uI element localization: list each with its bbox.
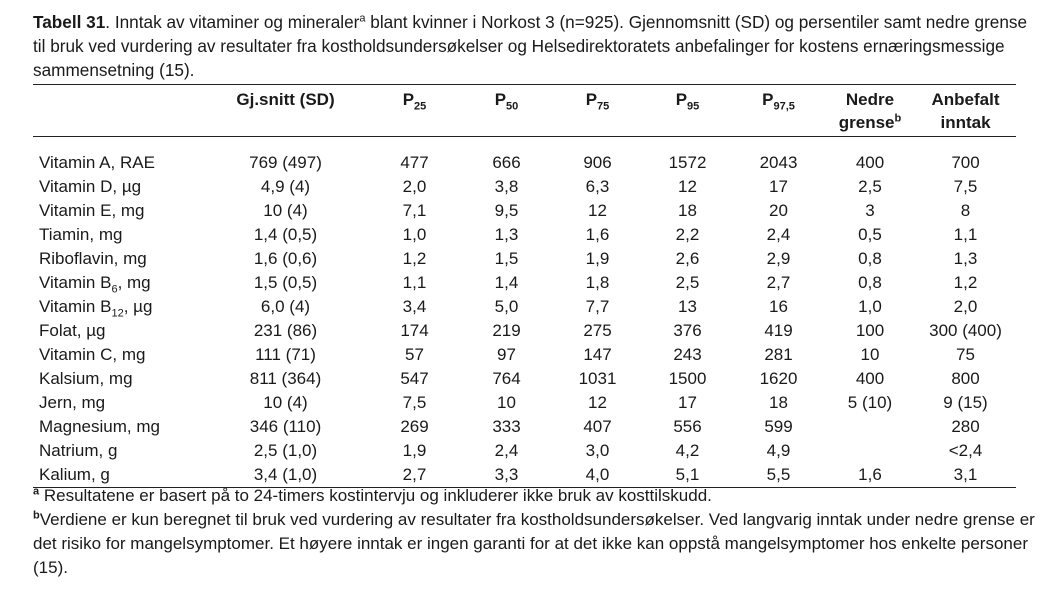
cell-recommended: <2,4 xyxy=(948,441,983,460)
cell-mean-sd: 4,9 (4) xyxy=(260,177,311,196)
table-row xyxy=(33,319,1016,343)
cell-p95: 2,6 xyxy=(675,249,700,268)
cell-p25: 547 xyxy=(400,369,429,388)
cell-p975: 599 xyxy=(764,417,793,436)
table-row xyxy=(33,295,1016,319)
cell-lower-limit: 10 xyxy=(860,345,880,364)
cell-mean-sd: 2,5 (1,0) xyxy=(253,441,318,460)
cell-p975: 20 xyxy=(769,201,788,220)
cell-p975: 16 xyxy=(769,297,788,316)
footnote-a: $^a$ Resultatene er basert på to 24-timers kostintervju og inkluderer ikke bruk av kosttilskudd. xyxy=(33,485,712,505)
cell-p95: 556 xyxy=(673,417,702,436)
table-row xyxy=(33,415,1016,439)
cell-mean-sd: 769 (497) xyxy=(249,153,322,172)
header-row xyxy=(33,85,1016,137)
header-p95: $P_{95}$ xyxy=(675,90,700,113)
table-row xyxy=(33,391,1016,415)
nutrient-name: Kalsium, mg xyxy=(39,369,133,388)
cell-p50: 1,5 xyxy=(494,249,519,268)
cell-p95: 1500 xyxy=(668,369,707,388)
cell-p95: 13 xyxy=(678,297,697,316)
cell-p975: 2,7 xyxy=(766,273,791,292)
nutrient-name: Vitamin A, RAE xyxy=(39,153,155,172)
cell-p75: 407 xyxy=(583,417,612,436)
nutrient-name: Riboflavin, mg xyxy=(39,249,147,268)
header-nutrient xyxy=(33,85,203,137)
nutrient-name: Tiamin, mg xyxy=(39,225,123,244)
cell-lower-limit: 0,8 xyxy=(858,273,882,292)
cell-p75: 7,7 xyxy=(585,297,610,316)
cell-p50: 9,5 xyxy=(494,201,519,220)
cell-p50: 219 xyxy=(492,321,521,340)
cell-p975: 281 xyxy=(764,345,793,364)
caption-text-start: . Inntak av vitaminer og mineraler xyxy=(105,12,360,32)
cell-mean-sd: 1,5 (0,5) xyxy=(253,273,318,292)
cell-p25: 57 xyxy=(405,345,424,364)
cell-p25: 1,1 xyxy=(402,273,427,292)
cell-recommended: 800 xyxy=(951,369,980,388)
cell-p50: 1,3 xyxy=(494,225,519,244)
cell-recommended: 300 (400) xyxy=(929,321,1002,340)
cell-recommended: 1,2 xyxy=(953,273,978,292)
nutrient-name: Natrium, g xyxy=(39,441,118,460)
cell-lower-limit: 400 xyxy=(855,369,885,388)
cell-p25: 1,9 xyxy=(402,441,427,460)
cell-p95: 4,2 xyxy=(675,441,700,460)
cell-p50: 666 xyxy=(492,153,521,172)
cell-lower-limit: 1,0 xyxy=(858,297,882,316)
cell-p75: 147 xyxy=(583,345,612,364)
cell-p50: 3,3 xyxy=(494,465,519,484)
nutrient-name: Vitamin $B_6$, mg xyxy=(39,273,151,296)
nutrient-name: Vitamin E, mg xyxy=(39,201,145,220)
cell-p95: 5,1 xyxy=(675,465,700,484)
nutrient-name: Vitamin $B_{12}$, µg xyxy=(39,297,153,320)
cell-p95: 2,5 xyxy=(675,273,700,292)
cell-p25: 1,2 xyxy=(402,249,427,268)
cell-p975: 17 xyxy=(769,177,788,196)
cell-p95: 1572 xyxy=(668,153,707,172)
table-caption xyxy=(33,10,1033,82)
cell-p50: 5,0 xyxy=(494,297,519,316)
header-p25: $P_{25}$ xyxy=(402,90,427,113)
cell-p25: 269 xyxy=(400,417,429,436)
cell-lower-limit: 400 xyxy=(855,153,885,172)
cell-p75: 906 xyxy=(583,153,612,172)
cell-p975: 1620 xyxy=(759,369,798,388)
footnote-b: $^b$Verdiene er kun beregnet til bruk ved vurdering av resultater fra kostholdsundersøkelser. Ved langvarig inntak under nedre grense er det risiko for mangelsymptomer. Et høyere inntak er ingen garanti for at det ikke kan oppstå mangelsymptomer hos enkelte personer (15). xyxy=(33,509,1035,577)
cell-mean-sd: 811 (364) xyxy=(249,369,322,388)
table-label: Tabell 31 xyxy=(33,12,106,32)
table-row xyxy=(33,271,1016,295)
cell-p25: 2,7 xyxy=(402,465,427,484)
cell-p25: 3,4 xyxy=(402,297,427,316)
cell-p50: 97 xyxy=(497,345,516,364)
header-lower-limit: Nedre grense$^b$ xyxy=(838,90,902,132)
table-body xyxy=(33,137,1016,488)
cell-recommended: 8 xyxy=(960,201,971,220)
cell-mean-sd: 231 (86) xyxy=(253,321,318,340)
cell-p25: 7,5 xyxy=(402,393,427,412)
cell-recommended: 9 (15) xyxy=(943,393,988,412)
cell-p95: 12 xyxy=(678,177,697,196)
cell-lower-limit: 0,5 xyxy=(858,225,882,244)
cell-p75: 3,0 xyxy=(585,441,610,460)
footnote-a-ref: a xyxy=(359,12,366,25)
cell-recommended: 3,1 xyxy=(953,465,978,484)
cell-mean-sd: 346 (110) xyxy=(249,417,322,436)
nutrient-name: Kalium, g xyxy=(39,465,110,484)
cell-p95: 376 xyxy=(673,321,702,340)
header-p975: $P_{97,5}$ xyxy=(762,90,795,113)
caption-text-end: blant kvinner i Norkost 3 (n=925). Gjennomsnitt (SD) og persentiler samt nedre grense til bruk ved vurdering av resultater fra kostholdsundersøkelser og Helsedirektoratets anbefalinger for kostens ernæringsmessige sammensetning (15). xyxy=(33,12,1028,80)
cell-p75: 12 xyxy=(588,393,607,412)
cell-p50: 3,8 xyxy=(494,177,519,196)
cell-p50: 2,4 xyxy=(494,441,519,460)
cell-p975: 18 xyxy=(769,393,788,412)
cell-p75: 6,3 xyxy=(585,177,610,196)
cell-p75: 1,6 xyxy=(585,225,610,244)
cell-mean-sd: 1,6 (0,6) xyxy=(253,249,318,268)
cell-p975: 5,5 xyxy=(766,465,791,484)
nutrient-name: Folat, µg xyxy=(39,321,106,340)
table-row xyxy=(33,223,1016,247)
cell-recommended: 7,5 xyxy=(953,177,978,196)
cell-lower-limit: 3 xyxy=(865,201,875,220)
cell-p50: 10 xyxy=(497,393,516,412)
cell-p75: 1,8 xyxy=(585,273,610,292)
cell-recommended: 75 xyxy=(956,345,975,364)
cell-lower-limit: 100 xyxy=(855,321,885,340)
cell-p25: 174 xyxy=(400,321,429,340)
spacer-row xyxy=(33,137,1016,152)
table-row xyxy=(33,367,1016,391)
cell-lower-limit xyxy=(825,439,915,463)
cell-p75: 12 xyxy=(588,201,607,220)
cell-lower-limit: 0,8 xyxy=(858,249,882,268)
cell-recommended: 2,0 xyxy=(953,297,978,316)
nutrient-name: Vitamin D, µg xyxy=(39,177,142,196)
cell-mean-sd: 10 (4) xyxy=(263,393,308,412)
table-row xyxy=(33,175,1016,199)
table-row xyxy=(33,247,1016,271)
cell-lower-limit: 1,6 xyxy=(858,465,882,484)
cell-lower-limit: 5 (10) xyxy=(847,393,893,412)
nutrient-name: Magnesium, mg xyxy=(39,417,160,436)
cell-p975: 2,4 xyxy=(766,225,791,244)
nutrient-name: Jern, mg xyxy=(39,393,106,412)
table-row xyxy=(33,151,1016,175)
cell-p975: 4,9 xyxy=(766,441,791,460)
cell-p25: 1,0 xyxy=(402,225,427,244)
cell-recommended: 700 xyxy=(951,153,980,172)
cell-p50: 1,4 xyxy=(494,273,519,292)
header-recommended: Anbefalt inntak xyxy=(931,90,1000,132)
table-row xyxy=(33,199,1016,223)
cell-p95: 18 xyxy=(678,201,697,220)
cell-p75: 275 xyxy=(583,321,612,340)
cell-p25: 2,0 xyxy=(402,177,427,196)
cell-lower-limit xyxy=(825,415,915,439)
nutrient-name: Vitamin C, mg xyxy=(39,345,146,364)
cell-mean-sd: 111 (71) xyxy=(255,345,316,364)
cell-mean-sd: 3,4 (1,0) xyxy=(253,465,318,484)
cell-p95: 2,2 xyxy=(675,225,700,244)
cell-p75: 4,0 xyxy=(585,465,610,484)
cell-p95: 17 xyxy=(678,393,697,412)
footnotes xyxy=(33,484,1043,580)
nutrient-table-container xyxy=(33,84,1016,488)
cell-recommended: 1,1 xyxy=(953,225,978,244)
cell-mean-sd: 1,4 (0,5) xyxy=(253,225,318,244)
header-mean: Gj.snitt (SD) xyxy=(236,90,335,109)
cell-p975: 2,9 xyxy=(766,249,791,268)
cell-mean-sd: 10 (4) xyxy=(263,201,308,220)
cell-recommended: 280 xyxy=(951,417,980,436)
cell-p50: 333 xyxy=(492,417,521,436)
cell-p975: 2043 xyxy=(759,153,798,172)
cell-mean-sd: 6,0 (4) xyxy=(260,297,311,316)
cell-lower-limit: 2,5 xyxy=(858,177,882,196)
cell-p25: 477 xyxy=(400,153,429,172)
cell-recommended: 1,3 xyxy=(953,249,978,268)
nutrient-table xyxy=(33,84,1016,488)
header-p50: $P_{50}$ xyxy=(494,90,519,113)
header-p75: $P_{75}$ xyxy=(585,90,610,113)
table-row xyxy=(33,439,1016,463)
cell-p95: 243 xyxy=(673,345,702,364)
cell-p25: 7,1 xyxy=(402,201,427,220)
cell-p50: 764 xyxy=(492,369,521,388)
table-row xyxy=(33,343,1016,367)
cell-p975: 419 xyxy=(764,321,793,340)
cell-p75: 1031 xyxy=(578,369,617,388)
cell-p75: 1,9 xyxy=(585,249,610,268)
